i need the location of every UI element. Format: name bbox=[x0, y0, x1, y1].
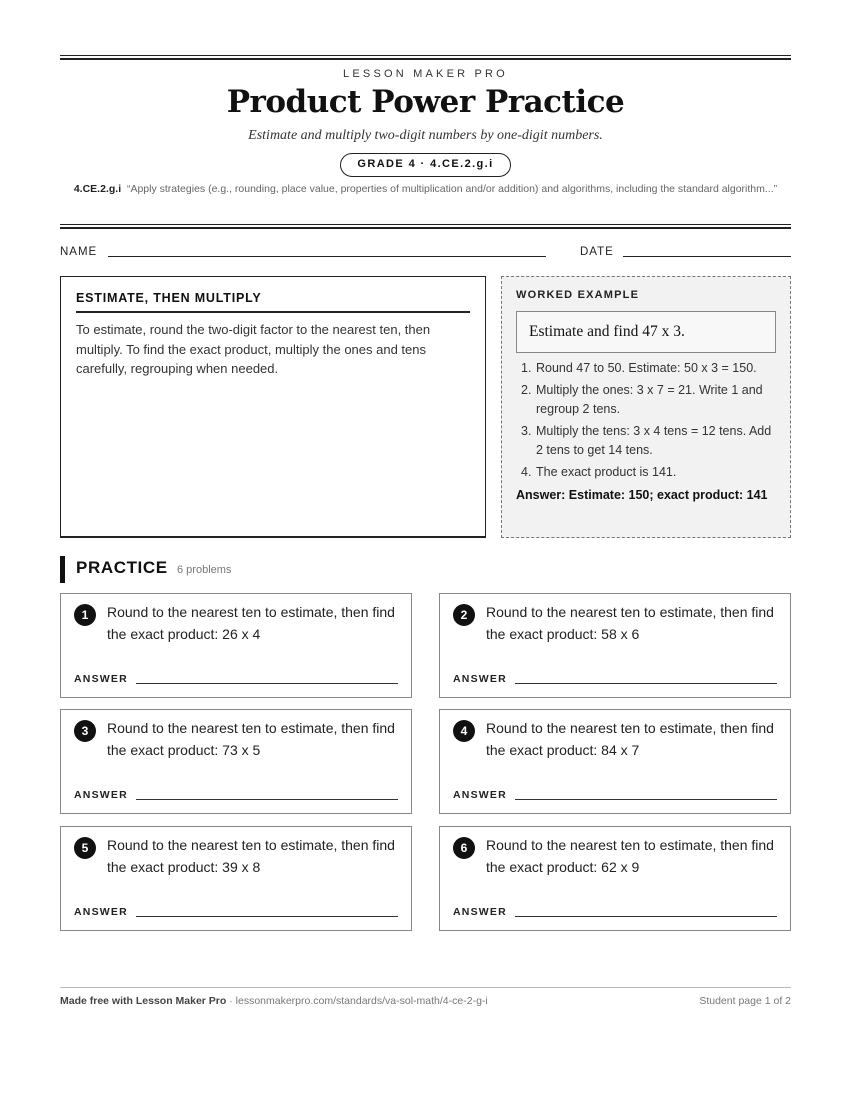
standard-description bbox=[60, 181, 791, 197]
worked-example-steps bbox=[516, 359, 776, 482]
worked-example-title: WORKED EXAMPLE bbox=[516, 289, 640, 301]
date-field[interactable] bbox=[623, 256, 791, 257]
footer-rule bbox=[60, 987, 791, 988]
worked-step-text: The exact product is 141. bbox=[536, 465, 677, 479]
answer-label: ANSWER bbox=[453, 673, 507, 685]
answer-label: ANSWER bbox=[74, 673, 128, 685]
answer-label: ANSWER bbox=[74, 906, 128, 918]
header-bottom-rule bbox=[60, 224, 791, 225]
problem-prompt: Round to the nearest ten to estimate, then find the exact product: 62 x 9 bbox=[486, 837, 774, 875]
problem-prompt: Round to the nearest ten to estimate, then find the exact product: 58 x 6 bbox=[486, 604, 774, 642]
name-field[interactable] bbox=[108, 256, 546, 257]
problem-number-badge: 3 bbox=[74, 720, 96, 742]
practice-count: 6 problems bbox=[177, 564, 232, 576]
problem-prompt: Round to the nearest ten to estimate, then find the exact product: 84 x 7 bbox=[486, 720, 774, 758]
date-label: DATE bbox=[580, 246, 614, 258]
worked-step: 1. Round 47 to 50. Estimate: 50 x 3 = 150. bbox=[521, 361, 757, 375]
brand-name: LESSON MAKER PRO bbox=[343, 68, 508, 80]
worked-example-panel bbox=[501, 276, 791, 538]
worksheet-page bbox=[60, 0, 791, 1100]
problem-prompt: Round to the nearest ten to estimate, then find the exact product: 26 x 4 bbox=[107, 604, 395, 642]
answer-label: ANSWER bbox=[453, 789, 507, 801]
problem-card bbox=[60, 826, 412, 931]
footer-url[interactable]: · lessonmakerpro.com/standards/va-sol-math/4-ce-2-g-i bbox=[226, 995, 488, 1007]
practice-title: PRACTICE bbox=[76, 558, 168, 577]
answer-field[interactable] bbox=[515, 683, 777, 684]
worked-step-text: Round 47 to 50. Estimate: 50 x 3 = 150. bbox=[536, 361, 757, 375]
problem-card bbox=[439, 826, 791, 931]
intro-text: To estimate, round the two-digit factor to the nearest ten, then multiply. To find the exact product, multiply the ones and tens carefully, regrouping when needed. bbox=[76, 322, 431, 376]
worked-example-answer: Answer: Estimate: 150; exact product: 141 bbox=[516, 488, 768, 502]
page-subtitle: Estimate and multiply two-digit numbers by one-digit numbers. bbox=[248, 128, 603, 143]
worked-step-text: Multiply the ones: 3 x 7 = 21. Write 1 and regroup 2 tens. bbox=[536, 383, 763, 416]
page-title: Product Power Practice bbox=[226, 84, 625, 120]
worked-step: 4. The exact product is 141. bbox=[521, 465, 677, 479]
footer-made-with: Made free with Lesson Maker Pro bbox=[60, 995, 227, 1007]
problem-number-badge: 5 bbox=[74, 837, 96, 859]
answer-label: ANSWER bbox=[74, 789, 128, 801]
header-top-rule bbox=[60, 55, 791, 56]
worked-step: 3. Multiply the tens: 3 x 4 tens = 12 tens. Add 2 tens to get 14 tens. bbox=[521, 424, 772, 457]
answer-field[interactable] bbox=[515, 799, 777, 800]
standard-text: “Apply strategies (e.g., rounding, place value, properties of multiplication and/or addition) and algorithms, including the standard algorithm...” bbox=[126, 183, 778, 195]
grade-badge: GRADE 4 · 4.CE.2.g.i bbox=[340, 153, 511, 177]
answer-field[interactable] bbox=[136, 916, 398, 917]
problem-number-badge: 1 bbox=[74, 604, 96, 626]
problem-card bbox=[439, 593, 791, 698]
problem-number-badge: 6 bbox=[453, 837, 475, 859]
answer-field[interactable] bbox=[136, 799, 398, 800]
problem-card bbox=[60, 593, 412, 698]
problem-card bbox=[439, 709, 791, 814]
worked-example-problem: Estimate and find 47 x 3. bbox=[516, 311, 776, 353]
problem-number-badge: 2 bbox=[453, 604, 475, 626]
footer-page-number: Student page 1 of 2 bbox=[699, 995, 791, 1007]
standard-code: 4.CE.2.g.i bbox=[73, 183, 122, 195]
intro-panel bbox=[60, 276, 486, 538]
answer-field[interactable] bbox=[515, 916, 777, 917]
answer-field[interactable] bbox=[136, 683, 398, 684]
problem-number-badge: 4 bbox=[453, 720, 475, 742]
worked-step: 2. Multiply the ones: 3 x 7 = 21. Write 1 and regroup 2 tens. bbox=[521, 383, 763, 416]
name-label: NAME bbox=[60, 246, 98, 258]
problem-prompt: Round to the nearest ten to estimate, then find the exact product: 73 x 5 bbox=[107, 720, 395, 758]
intro-title: ESTIMATE, THEN MULTIPLY bbox=[76, 291, 470, 313]
answer-label: ANSWER bbox=[453, 906, 507, 918]
problem-prompt: Round to the nearest ten to estimate, then find the exact product: 39 x 8 bbox=[107, 837, 395, 875]
worked-step-text: Multiply the tens: 3 x 4 tens = 12 tens. Add 2 tens to get 14 tens. bbox=[536, 424, 772, 457]
problem-card bbox=[60, 709, 412, 814]
footer-credit bbox=[60, 995, 488, 1007]
practice-accent-bar bbox=[60, 556, 65, 583]
